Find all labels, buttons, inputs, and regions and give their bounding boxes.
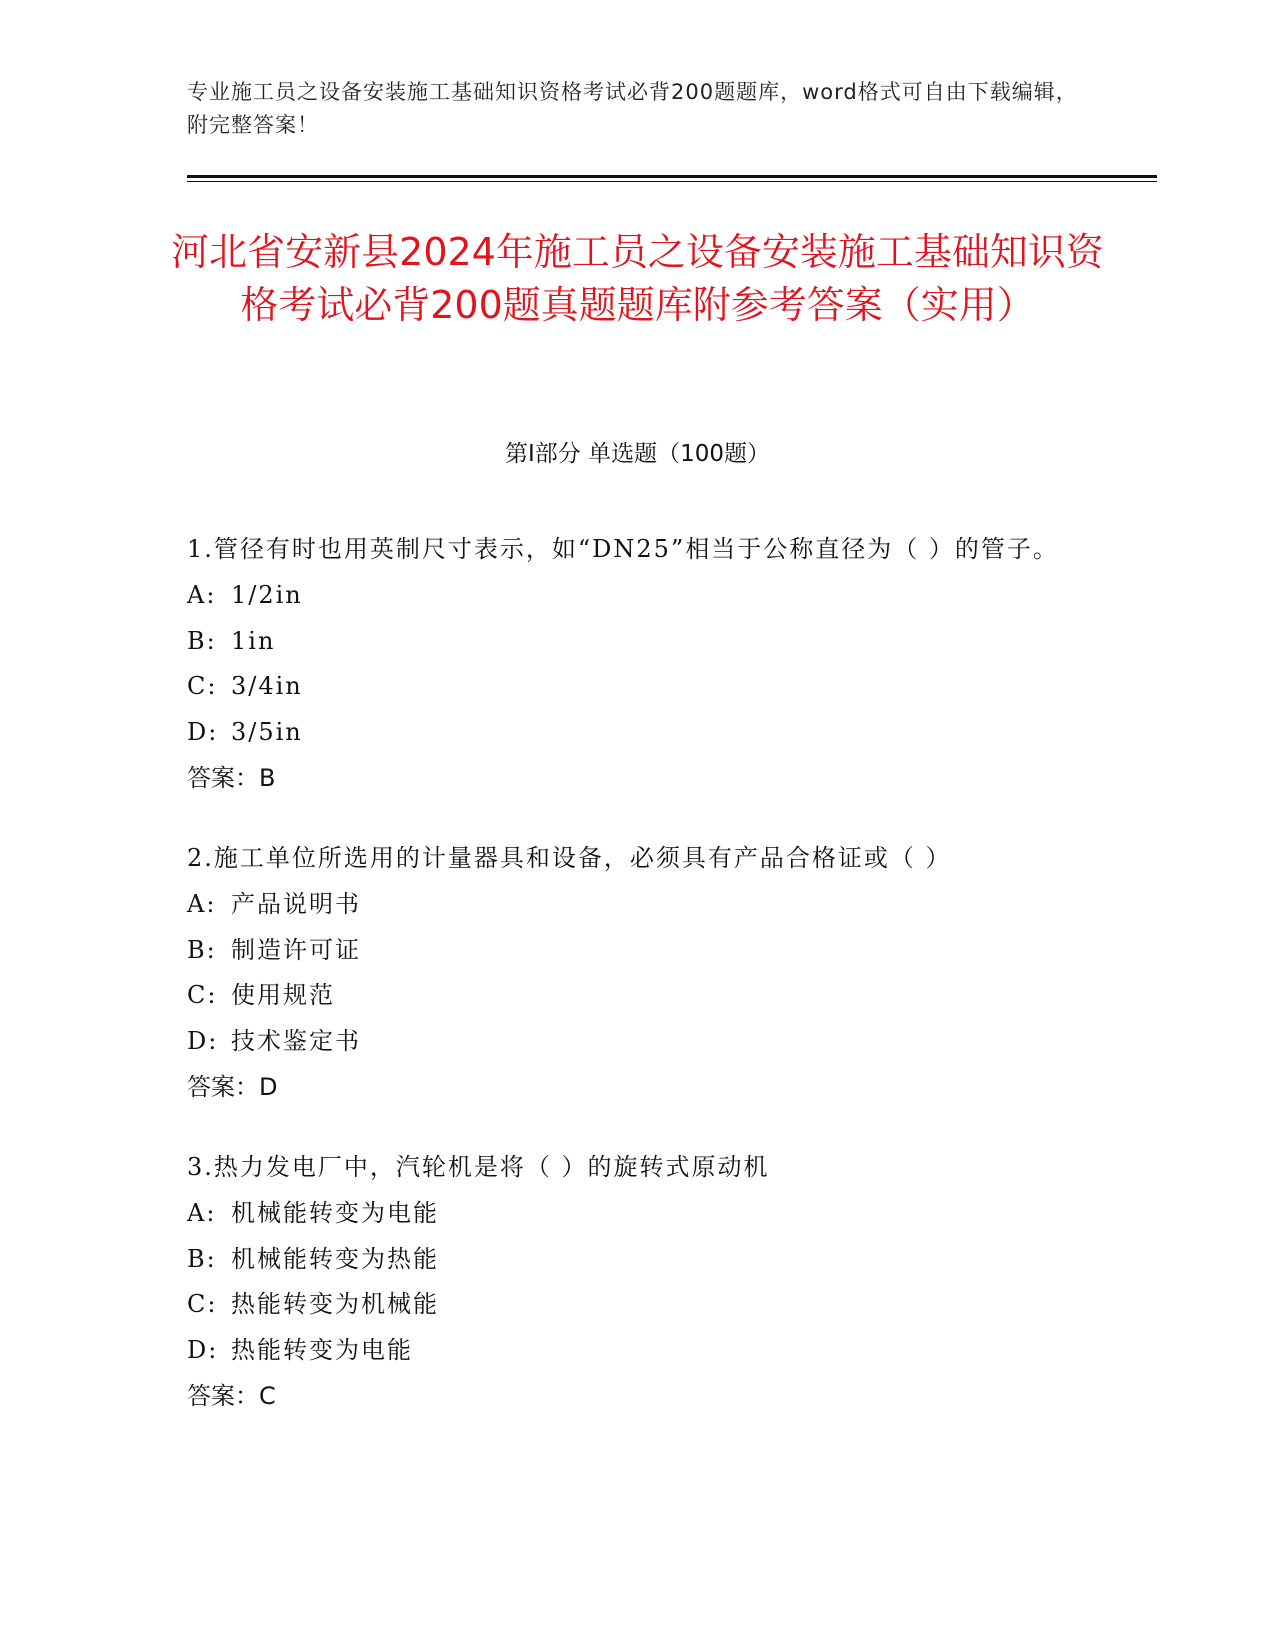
option-text: 使用规范 (231, 981, 335, 1009)
header-note: 专业施工员之设备安装施工基础知识资格考试必背200题题库，word格式可自由下载编辑，附完整答案！ (187, 80, 1078, 137)
option-key: A: (187, 890, 217, 918)
question-stem: 3.热力发电厂中，汽轮机是将（ ）的旋转式原动机 (187, 1153, 770, 1181)
option-b (187, 928, 1067, 974)
header-rule-thin (187, 181, 1157, 182)
option-b (187, 619, 1067, 665)
option-key: D: (187, 1335, 219, 1364)
option-text: 技术鉴定书 (231, 1026, 361, 1055)
question-3 (187, 1144, 1067, 1419)
option-c (187, 973, 1067, 1019)
question-stem: 2.施工单位所选用的计量器具和设备，必须具有产品合格证或（ ） (187, 844, 952, 872)
option-a (187, 882, 1067, 928)
option-key: C: (187, 672, 218, 700)
option-text: 热能转变为电能 (231, 1335, 413, 1364)
option-text: 3/5in (231, 717, 303, 746)
option-b (187, 1237, 1067, 1283)
option-key: D: (187, 717, 219, 746)
question-list (187, 526, 1067, 1453)
option-key: B: (187, 935, 217, 964)
option-key: C: (187, 1290, 218, 1318)
option-key: D: (187, 1026, 219, 1055)
option-text: 制造许可证 (231, 935, 361, 964)
question-1 (187, 526, 1067, 801)
option-key: B: (187, 1244, 217, 1273)
option-text: 机械能转变为热能 (231, 1244, 439, 1273)
question-stem: 1.管径有时也用英制尺寸表示，如“DN25”相当于公称直径为（ ）的管子。 (187, 535, 1059, 563)
option-d (187, 1328, 1067, 1374)
option-text: 机械能转变为电能 (231, 1199, 439, 1227)
option-c (187, 1282, 1067, 1328)
option-key: C: (187, 981, 218, 1009)
option-text: 1in (231, 626, 276, 655)
answer: 答案：C (187, 1382, 276, 1410)
question-2 (187, 835, 1067, 1110)
answer: 答案：D (187, 1073, 278, 1101)
document-title: 河北省安新县2024年施工员之设备安装施工基础知识资格考试必背200题真题题库附参考答案（实用） (171, 230, 1104, 327)
option-a (187, 1191, 1067, 1237)
option-d (187, 1019, 1067, 1065)
option-key: A: (187, 1199, 217, 1227)
option-d (187, 710, 1067, 756)
option-c (187, 664, 1067, 710)
option-text: 产品说明书 (231, 890, 361, 918)
option-text: 3/4in (231, 672, 303, 700)
option-key: B: (187, 626, 217, 655)
option-text: 热能转变为机械能 (231, 1290, 439, 1318)
option-key: A: (187, 581, 217, 609)
option-text: 1/2in (231, 581, 303, 609)
answer: 答案：B (187, 764, 276, 792)
header-rule-thick (187, 175, 1157, 178)
option-a (187, 573, 1067, 619)
section-heading: 第Ⅰ部分 单选题（100题） (505, 441, 770, 467)
